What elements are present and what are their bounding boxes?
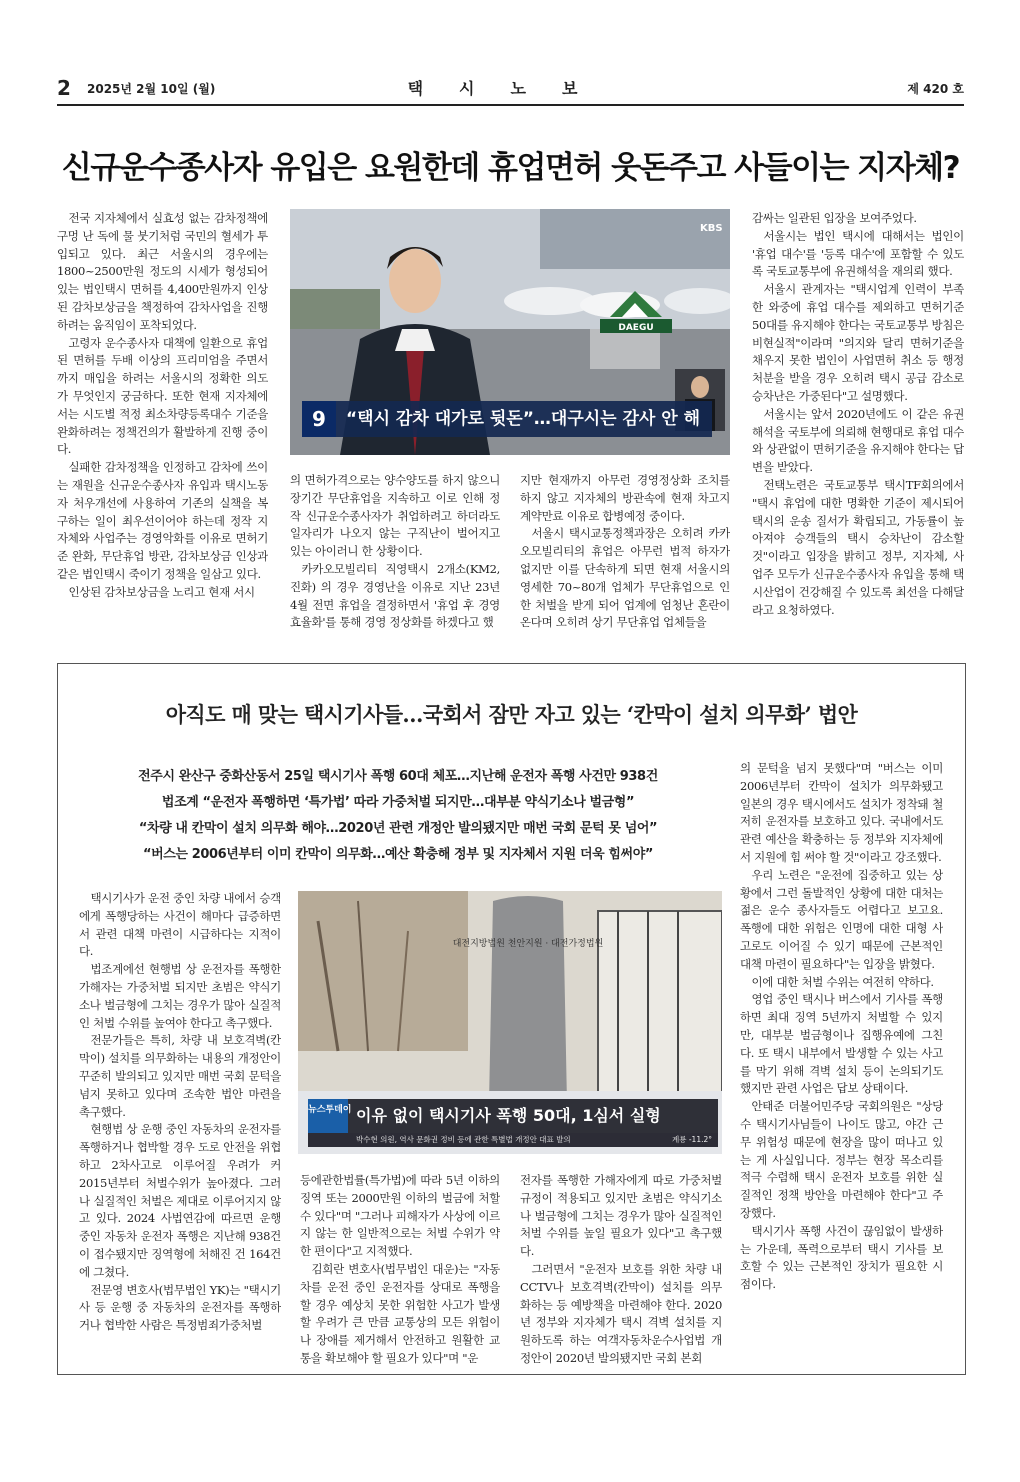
channel-number: 9 [302,401,336,437]
article2-headline: 아직도 매 맞는 택시기사들…국회서 잠만 자고 있는 ‘칸막이 설치 의무화’ 법안 [165,702,858,727]
page-number: 2 [57,76,71,100]
paragraph: 안태준 더불어민주당 국회의원은 "상당수 택시기사님들이 나이도 많고, 야간 근무 위험성 때문에 현장을 많이 떠나고 있는 게 사실입니다. 정부는 현장 목소리를 적극 수렴해 택시 운전자 보호를 위한 실질적인 정책 방안을 마련해야 한다"고 주장했다. [740,1099,943,1220]
paper-name: 택시노보 [407,79,614,98]
article1-column-4 [752,210,964,650]
paragraph: 영업 중인 택시나 버스에서 기사를 폭행하면 최대 징역 5년까지 처벌할 수 있지만, 대부분 벌금형이나 집행유예에 그친다. 또 택시 내부에서 발생할 수 있는 사고를 막기 위해 격벽 설치 등이 논의되기도 했지만 관련 사업은 답보 상태이다. [740,992,943,1096]
paragraph: 법조계에선 현행법 상 운전자를 폭행한 가해자는 가중처벌 되지만 초범은 약식기소나 벌금형에 그치는 경우가 많아 실질적인 처벌 수위를 높여야 한다고 촉구했다. [79,962,281,1030]
paragraph: 의 문턱을 넘지 못했다"며 "버스는 이미 2006년부터 칸막이 설치가 의무화됐고 일본의 경우 택시에서도 설치가 정착돼 철저히 운전자를 보호하고 있다. 국내에서도 관련 예산을 확충하는 등 정부와 지자체에서 지원에 힘 써야 할 것"이라고 강조했다. [740,761,943,864]
subhead: “차량 내 칸막이 설치 의무화 해야…2020년 관련 개정안 발의됐지만 매번 국회 문턱 못 넘어” [138,821,658,836]
paragraph: 전문영 변호사(법무법인 YK)는 "택시기사 등 운행 중 자동차의 운전자를 폭행하거나 협박한 사람은 특정범죄가중처벌 [79,1282,281,1333]
caption-text: 이유 없이 택시기사 폭행 50대, 1심서 실형 [356,1106,661,1125]
paragraph: 김희란 변호사(법무법인 대운)는 "자동차를 운전 중인 운전자를 상대로 폭행을 할 경우 예상치 못한 위험한 사고가 발생할 우려가 큰 만큼 교통상의 모든 위험이나 장애를 제거해서 안전하고 원활한 교통을 확보해야 할 필요가 있다"며 "운 [300,1261,500,1365]
article2-column-4 [740,760,943,1368]
article2-column-1 [79,890,281,1366]
paragraph: 현행법 상 운행 중인 자동차의 운전자를 폭행하거나 협박할 경우 도로 안전을 위협하고 2차사고로 이루어질 우려가 커 2015년부터 처벌수위가 높아졌다. 그러나 실질적인 처벌은 제대로 이루어지지 않고 있다. 2024 사법연감에 따르면 운행 중인 자동차 운전자 폭행은 지난해 938건이 접수됐지만 징역형에 처해진 건 164건에 그쳤다. [79,1122,281,1279]
paragraph: 택시기사 폭행 사건이 끊임없이 발생하는 가운데, 폭력으로부터 택시 기사를 보호할 수 있는 근본적인 장치가 필요한 시점이다. [740,1223,943,1292]
article2-column-3 [520,1172,722,1368]
caption-text: “택시 감차 대가로 뒷돈”…대구시는 감사 안 해 [346,409,701,429]
article1-headline: 신규운수종사자 유입은 요원한데 휴업면허 웃돈주고 사들이는 지자체? [61,150,960,186]
paragraph: 전자를 폭행한 가해자에게 따로 가중처벌 규정이 적용되고 있지만 초범은 약식기소나 벌금형에 그치는 경우가 많아 실질적인 처벌 수위를 높일 필요가 있다"고 촉구했다. [520,1173,722,1259]
article2-column-2 [300,1172,500,1368]
paragraph: 이에 대한 처벌 수위는 여전히 약하다. [751,974,934,989]
article1-photo-caption [302,401,712,437]
paragraph: 우리 노련은 "운전에 집중하고 있는 상황에서 그런 돌발적인 상황에 대한 대처는 젊은 운수 종사자들도 어렵다고 보고요. 폭행에 대한 위험은 인명에 대한 대형 사고로도 이어질 수 있기 때문에 근본적인 대책 마련이 필요하다"는 입장을 밝혔다. [740,867,943,971]
paragraph: 서울시는 법인 택시에 대해서는 법인이 '휴업 대수'를 '등록 대수'에 포함할 수 있도록 국토교통부에 유권해석을 재의뢰 했다. [752,228,964,279]
article2-subheads [58,764,738,868]
news-ticker [308,1133,718,1147]
paragraph: 그러면서 "운전자 보호를 위한 차량 내 CCTV나 보호격벽(칸막이) 설치를 의무화하는 등 예방책을 마련해야 한다. 2020년 정부와 지자체가 택시 격벽 설치를 지원하도록 하는 여객자동차운수사업법 개정안이 2020년 발의됐지만 국회 본회 [520,1261,722,1365]
page-header [57,76,964,106]
paragraph: 전택노련은 국토교통부 택시TF회의에서 "택시 휴업에 대한 명확한 기준이 제시되어 택시의 운송 질서가 확립되고, 가동률이 높아져야 승객들의 택시 승차난이 감소할 것"이라고 입장을 밝히고 정부, 지자체, 사업주 모두가 신규운수종사자 유입을 통해 택시산업이 건강해질 수 있도록 최선을 다해달라고 요청하였다. [752,477,964,617]
news-badge: 뉴스투데이 [308,1099,348,1133]
subhead: 법조계 “운전자 폭행하면 ‘특가법’ 따라 가중처벌 되지만…대부분 약식기소나 벌금형” [161,795,635,810]
article2-photo-caption [308,1099,718,1133]
daegu-sign: DAEGU [618,323,654,333]
paragraph: 의 면허가격으로는 양수양도를 하지 않으니 장기간 무단휴업을 지속하고 이로 인해 정작 신규운수종사자가 취업하려고 하더라도 일자리가 나오지 않는 구직난이 벌어지고 있는 아이러니 한 상황이다. [290,473,500,559]
paragraph: 지만 현재까지 아무런 경영정상화 조치를 하지 않고 지자체의 방관속에 현재 차고지 계약만료 이유로 합병예정 중이다. [520,473,730,523]
paragraph: 인상된 감차보상금을 노리고 현재 서시 [68,584,255,599]
issue-number: 제 420 호 [907,82,964,96]
kbs-logo: KBS [700,223,723,234]
paragraph: 등에관한법률(특가법)에 따라 5년 이하의 징역 또는 2000만원 이하의 벌금에 처할 수 있다"며 "그러나 피해자가 사상에 이르지 않는 한 일반적으로는 처벌 수위가 약한 편이다"고 지적했다. [300,1173,500,1259]
paragraph: 감싸는 일관된 입장을 보여주었다. [752,211,917,225]
ticker-text: 박수현 의원, 역사 문화권 정비 등에 관한 특별법 개정안 대표 발의 [356,1135,571,1144]
paragraph: 고령자 운수종사자 대책에 일환으로 휴업된 면허를 두배 이상의 프리미엄을 주면서까지 매입을 하려는 서울시의 정확한 의도가 무엇인지 궁금하다. 또한 현재 지자체에서는 시도별 적정 최소차량등록대수 기준을 완화하려는 정책건의가 활발하게 진행 중이다. [57,335,268,457]
paragraph: 서울시 관계자는 "택시업계 인력이 부족한 와중에 휴업 대수를 제외하고 면허기준 50대를 유지해야 한다는 국토교통부 방침은 비현실적"이라며 "의지와 달리 면허기준을 채우지 못한 법인이 사업면허 취소 등 행정처분을 받을 경우 오히려 택시 공급 감소로 승차난은 가중된다"고 설명했다. [752,282,964,403]
article1-column-2 [290,472,500,650]
paragraph: 서울시는 앞서 2020년에도 이 같은 유권해석을 국토부에 의뢰해 현행대로 휴업 대수와 상관없이 면허기준을 유지해야 한다는 답변을 받았다. [752,406,964,475]
paragraph: 실패한 감차정책을 인정하고 감차에 쓰이는 재원을 신규운수종사자 유입과 택시노동자 처우개선에 사용하여 기존의 실책을 복구하는 일이 최우선이어야 하는데 정작 지자체와 사업주는 경영악화를 이유로 면허기준 완화, 무단휴업 방관, 감차보상금 인상과 같은 법인택시 죽이기 정책을 일삼고 있다. [57,460,268,581]
paragraph: 전국 지자체에서 실효성 없는 감차정책에 구멍 난 독에 물 붓기처럼 국민의 혈세가 투입되고 있다. 최근 서울시의 경우에는 1800~2500만원 정도의 시세가 형성되어 있는 법인택시 면허를 4,400만원까지 인상된 감차보상금을 책정하여 감차사업을 진행하려는 움직임이 포착되었다. [57,211,268,332]
article1-column-1 [57,210,268,650]
article1-news-photo [290,209,730,455]
paragraph: 카카오모빌리티 직영택시 2개소(KM2, 진화) 의 경우 경영난을 이유로 지난 23년 4월 전면 휴업을 결정하면서 '휴업 후 경영효율화'를 통해 경영 정상화를 하겠다고 했 [290,561,500,630]
issue-date: 2025년 2월 10일 (월) [87,82,216,96]
subhead: “버스는 2006년부터 이미 칸막이 의무화…예산 확충해 정부 및 지자체서 지원 더욱 힘써야” [142,847,654,862]
paragraph: 전문가들은 특히, 차량 내 보호격벽(칸막이) 설치를 의무화하는 내용의 개정안이 꾸준히 발의되고 있지만 매번 국회 문턱을 넘지 못하고 있다며 조속한 법안 마련을 촉구했다. [79,1033,281,1119]
article2-news-photo [298,891,722,1154]
paragraph: 서울시 택시교통정책과장은 오히려 카카오모빌리티의 휴업은 아무런 법적 하자가 없지만 이를 단속하게 되면 현재 서울시의 영세한 70~80개 업체가 무단휴업으로 인한 처벌을 받게 되어 업계에 엄청난 혼란이 온다며 오히려 상기 무단휴업 업체들을 [520,526,730,630]
paragraph: 택시기사가 운전 중인 차량 내에서 승객에게 폭행당하는 사건이 해마다 급증하면서 관련 대책 마련이 시급하다는 지적이다. [79,891,281,959]
building-sign: 대전지방법원 천안지원 · 대전가정법원 [452,939,604,949]
article1-column-3 [520,472,730,650]
weather-readout: 계룡 -11.2° [671,1135,712,1144]
subhead: 전주시 완산구 중화산동서 25일 택시기사 폭행 60대 체포…지난해 운전자 폭행 사건만 938건 [138,769,658,784]
